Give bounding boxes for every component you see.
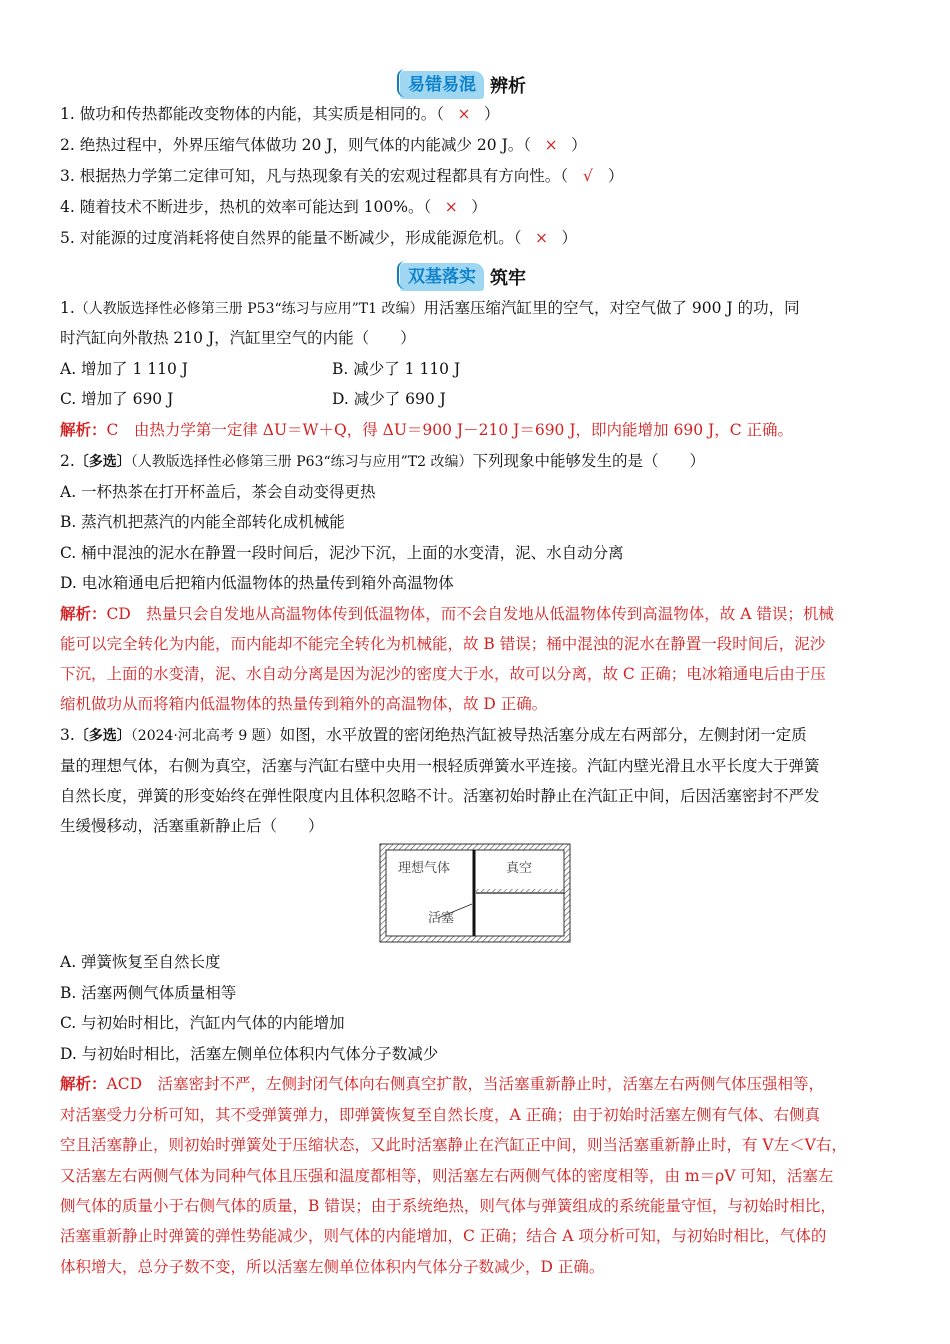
option-c: C. 与初始时相比，汽缸内气体的内能增加 — [60, 1014, 345, 1032]
option-c: C. 增加了 690 J — [60, 390, 174, 408]
option-c: C. 桶中混浊的泥水在静置一段时间后，泥沙下沉，上面的水变清，泥、水自动分离 — [60, 544, 624, 562]
question-2-analysis-cont: 缩机做功从而将箱内低温物体的热量传到箱外的高温物体，故 D 正确。 — [60, 695, 548, 713]
multi-choice-tag: 〔多选〕 — [74, 454, 131, 470]
question-3-analysis-cont: 活塞重新静止时弹簧的弹性势能减少，则气体的内能增加，C 正确；结合 A 项分析可知，与初始时相比，气体的 — [60, 1227, 827, 1245]
option-b: B. 减少了 1 110 J — [332, 360, 461, 378]
check-mark: √ — [583, 167, 593, 185]
section-header-suffix: 筑牢 — [490, 268, 526, 289]
section-header-errors — [400, 70, 526, 100]
question-1-stem: 1.（人教版选择性必修第三册 P53“练习与应用”T1 改编）用活塞压缩汽缸里的空气，对空气做了 900 J 的功，同 — [60, 299, 800, 317]
judge-item: 1. 做功和传热都能改变物体的内能，其实质是相同的。（ × ） — [60, 105, 500, 123]
question-3-analysis: 解析：ACD 活塞密封不严，左侧封闭气体向右侧真空扩散，当活塞重新静止时，活塞左右两侧气体压强相等， — [60, 1074, 824, 1093]
question-2-stem: 2.〔多选〕（人教版选择性必修第三册 P63“练习与应用”T2 改编）下列现象中能够发生的是（ ） — [60, 452, 706, 470]
judge-item: 2. 绝热过程中，外界压缩气体做功 20 J，则气体的内能减少 20 J。（ × ） — [60, 136, 587, 154]
cylinder-figure — [378, 842, 572, 944]
option-b: B. 活塞两侧气体质量相等 — [60, 984, 237, 1002]
cross-mark: × — [444, 198, 458, 216]
question-3-analysis-cont: 对活塞受力分析可知，其不受弹簧弹力，即弹簧恢复至自然长度，A 正确；由于初始时活塞左侧有气体、右侧真 — [60, 1106, 821, 1124]
cross-mark: × — [544, 136, 558, 154]
question-1-options-cd — [60, 389, 890, 409]
question-1-stem-cont: 时汽缸向外散热 210 J，汽缸里空气的内能（ ） — [60, 329, 416, 347]
question-3-analysis-cont: 体积增大，总分子数不变，所以活塞左侧单位体积内气体分子数减少，D 正确。 — [60, 1258, 605, 1276]
question-3-stem-cont: 量的理想气体，右侧为真空，活塞与汽缸右壁中央用一根轻质弹簧水平连接。汽缸内壁光滑且水平长度大于弹簧 — [60, 757, 820, 775]
option-a: A. 一杯热茶在打开杯盖后，茶会自动变得更热 — [60, 483, 376, 501]
cross-mark: × — [457, 105, 471, 123]
multi-choice-tag: 〔多选〕 — [74, 728, 131, 744]
option-b: B. 蒸汽机把蒸汽的内能全部转化成机械能 — [60, 513, 345, 531]
judge-item: 5. 对能源的过度消耗将使自然界的能量不断减少，形成能源危机。（ × ） — [60, 229, 577, 247]
question-1-options-ab — [60, 359, 890, 379]
question-3-stem-cont: 自然长度，弹簧的形变始终在弹性限度内且体积忽略不计。活塞初始时静止在汽缸正中间，后因活塞密封不严发 — [60, 787, 820, 805]
option-d: D. 减少了 690 J — [332, 390, 446, 408]
question-3-stem-cont: 生缓慢移动，活塞重新静止后（ ） — [60, 817, 324, 835]
cross-mark: × — [534, 229, 548, 247]
option-d: D. 与初始时相比，活塞左侧单位体积内气体分子数减少 — [60, 1045, 439, 1063]
gas-label: 理想气体 — [398, 861, 451, 876]
option-a: A. 增加了 1 110 J — [60, 360, 188, 378]
question-1-analysis: 解析：C 由热力学第一定律 ΔU＝W＋Q，得 ΔU＝900 J－210 J＝690 J，即内能增加 690 J，C 正确。 — [60, 420, 793, 439]
option-a: A. 弹簧恢复至自然长度 — [60, 953, 221, 971]
piston-label: 活塞 — [428, 911, 455, 926]
section-header-basics — [400, 262, 526, 292]
section-header-suffix: 辨析 — [490, 76, 526, 97]
question-3-stem: 3.〔多选〕（2024·河北高考 9 题）如图，水平放置的密闭绝热汽缸被导热活塞分成左右两部分，左侧封闭一定质 — [60, 726, 807, 744]
judge-item: 4. 随着技术不断进步，热机的效率可能达到 100%。（ × ） — [60, 198, 487, 216]
section-header-label: 双基落实 — [400, 263, 484, 291]
question-3-analysis-cont: 空且活塞静止，则初始时弹簧处于压缩状态，又此时活塞静止在汽缸正中间，则当活塞重新静止时，有 V左＜V右， — [60, 1136, 847, 1154]
question-3-analysis-cont: 侧气体的质量小于右侧气体的质量，B 错误；由于系统绝热，则气体与弹簧组成的系统能量守恒，与初始时相比， — [60, 1197, 836, 1215]
question-2-analysis-cont: 下沉，上面的水变清，泥、水自动分离是因为泥沙的密度大于水，故可以分离，故 C 正确；电冰箱通电后由于压 — [60, 665, 826, 683]
section-header-label: 易错易混 — [400, 71, 484, 99]
question-2-analysis: 解析：CD 热量只会自发地从高温物体传到低温物体，而不会自发地从低温物体传到高温物体，故 A 错误；机械 — [60, 604, 834, 623]
question-3-analysis-cont: 又活塞左右两侧气体为同种气体且压强和温度都相等，则活塞左右两侧气体的密度相等，由 m＝ρV 可知，活塞左 — [60, 1167, 834, 1185]
vacuum-label: 真空 — [506, 861, 533, 876]
spring-coil — [476, 889, 564, 892]
option-d: D. 电冰箱通电后把箱内低温物体的热量传到箱外高温物体 — [60, 574, 454, 592]
judge-item: 3. 根据热力学第二定律可知，凡与热现象有关的宏观过程都具有方向性。（ √ ） — [60, 167, 624, 185]
question-2-analysis-cont: 能可以完全转化为内能，而内能却不能完全转化为机械能，故 B 错误；桶中混浊的泥水在静置一段时间后，泥沙 — [60, 635, 826, 653]
